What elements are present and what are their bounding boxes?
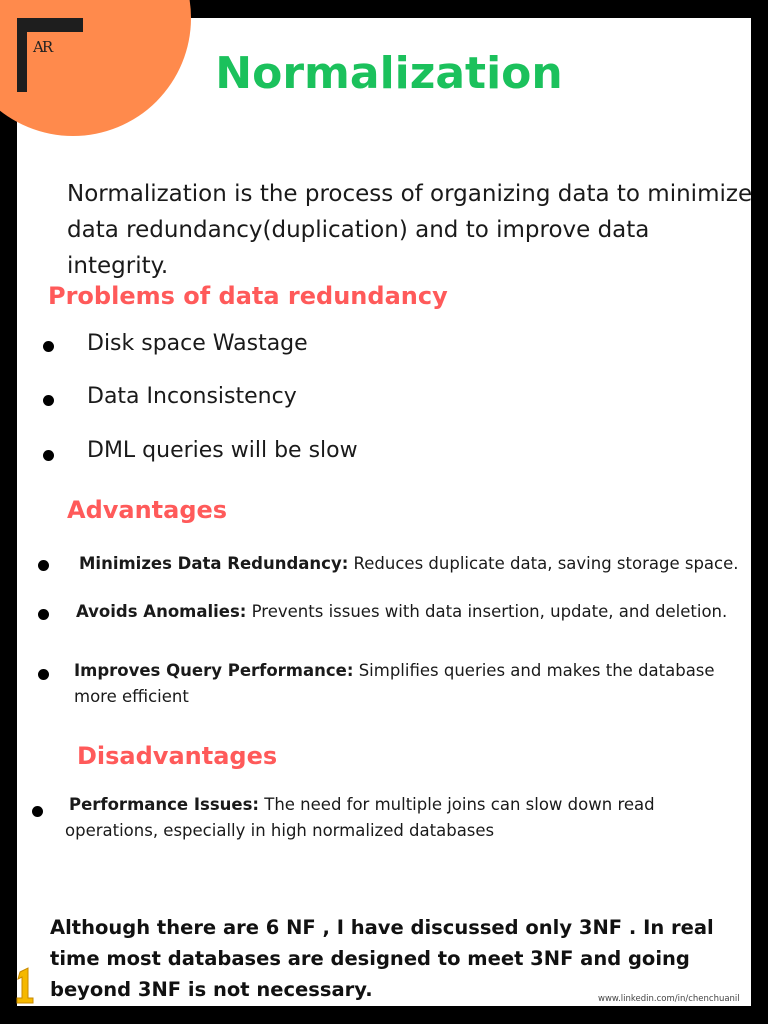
advantage-desc: Simplifies queries and makes the database more efficient <box>74 661 715 706</box>
bullet-icon <box>38 669 49 680</box>
page-card <box>17 18 751 1006</box>
bullet-icon <box>38 609 49 620</box>
advantage-desc: Reduces duplicate data, saving storage space. <box>348 554 739 573</box>
advantage-desc: Prevents issues with data insertion, update, and deletion. <box>246 602 728 621</box>
disadvantages-heading: Disadvantages <box>77 742 278 770</box>
logo: AR <box>33 38 52 56</box>
problems-heading: Problems of data redundancy <box>48 282 448 310</box>
bullet-icon <box>43 395 54 406</box>
disadvantage-desc: The need for multiple joins can slow down read operations, especially in high normalized databases <box>65 795 655 840</box>
advantage-term: Improves Query Performance: <box>74 661 354 680</box>
bullet-icon <box>38 560 49 571</box>
number-one-icon <box>14 966 36 1004</box>
advantage-term: Minimizes Data Redundancy: <box>79 554 349 573</box>
problem-item: Disk space Wastage <box>87 331 308 356</box>
problem-item: Data Inconsistency <box>87 384 297 409</box>
problem-item: DML queries will be slow <box>87 438 358 463</box>
bullet-icon <box>43 341 54 352</box>
advantages-heading: Advantages <box>67 496 228 524</box>
advantage-term: Avoids Anomalies: <box>76 602 247 621</box>
linkedin-url: www.linkedin.com/in/chenchuanil <box>598 994 740 1004</box>
footer-note: Although there are 6 NF , I have discussed only 3NF . In real time most databases are designed to meet 3NF and going beyond 3NF is not necessary. <box>50 916 714 1001</box>
disadvantage-term: Performance Issues: <box>69 795 259 814</box>
bullet-icon <box>43 450 54 461</box>
bullet-icon <box>32 806 43 817</box>
disadvantage-item <box>65 792 745 844</box>
page-title: Normalization <box>215 48 563 99</box>
advantage-item <box>79 551 749 577</box>
intro-paragraph: Normalization is the process of organizing data to minimize data redundancy(duplication) and to improve data integrity. <box>67 181 753 279</box>
advantage-item <box>76 599 746 625</box>
advantage-item <box>74 658 744 710</box>
